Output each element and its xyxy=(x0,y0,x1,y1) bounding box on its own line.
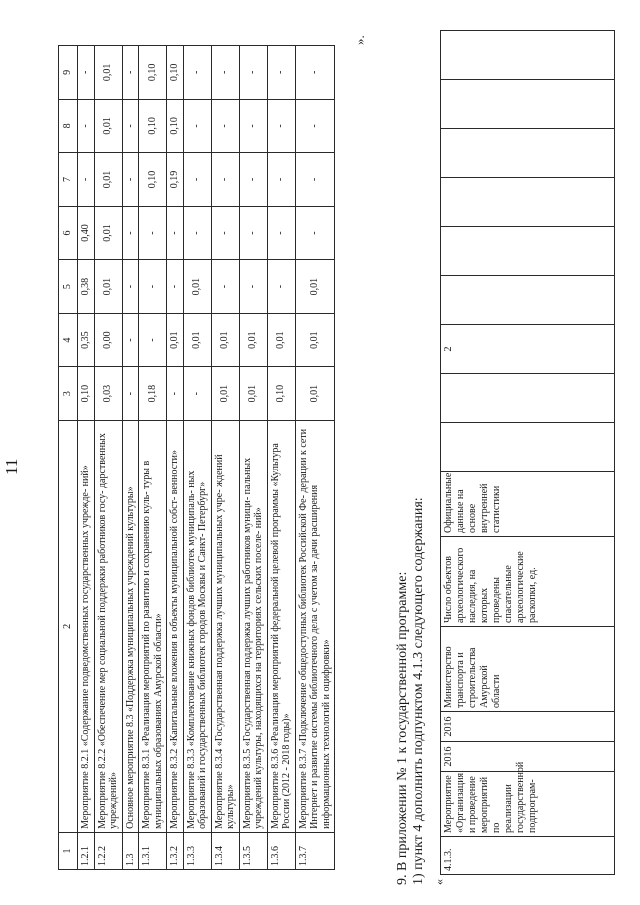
table-row xyxy=(295,46,335,870)
row-value: 0,10 xyxy=(267,367,295,421)
row-description: Мероприятие 8.3.5 «Государственная поддержка лучших работников муници- пальных учреждений культуры, находящихся на территориях сельских поселе- ний» xyxy=(239,420,267,832)
row-value: - xyxy=(78,99,95,153)
row-value: - xyxy=(139,206,167,260)
row-value: - xyxy=(167,367,184,421)
addendum-value xyxy=(441,423,615,472)
row-value: - xyxy=(267,260,295,314)
row-value: 0,35 xyxy=(78,313,95,367)
section-subheading: 1) пункт 4 дополнить подпунктом 4.1.3 следующего содержания: xyxy=(411,497,426,885)
row-value: 0,10 xyxy=(139,153,167,207)
indicators-table xyxy=(58,45,335,870)
row-value: 0,10 xyxy=(167,99,184,153)
row-code: 1.3 xyxy=(122,832,139,869)
row-value: - xyxy=(122,153,139,207)
addendum-indicator: Число объектов археологического наследия, на которых проведены спасательные археологические раскопки, ед. xyxy=(441,537,615,627)
table-row xyxy=(183,46,211,870)
row-value: - xyxy=(267,206,295,260)
row-value: - xyxy=(295,99,335,153)
row-value: 0,03 xyxy=(94,367,122,421)
row-value: 0,40 xyxy=(78,206,95,260)
row-value: 0,10 xyxy=(167,46,184,100)
row-value: 0,01 xyxy=(267,313,295,367)
table-row xyxy=(122,46,139,870)
row-value: - xyxy=(239,206,267,260)
row-value: 0,01 xyxy=(94,99,122,153)
row-value: - xyxy=(167,206,184,260)
row-description: Мероприятие 8.3.6 «Реализация мероприятий федеральной целевой программы «Культура России (2012 - 2018 годы)» xyxy=(267,420,295,832)
row-code: 1.3.5 xyxy=(239,832,267,869)
addendum-value xyxy=(441,374,615,423)
row-code: 1.2.2 xyxy=(94,832,122,869)
column-header: 2 xyxy=(59,420,78,832)
row-value: - xyxy=(211,46,239,100)
page-number: 11 xyxy=(2,458,21,475)
column-header: 8 xyxy=(59,99,78,153)
row-value: - xyxy=(78,153,95,207)
row-value: - xyxy=(295,206,335,260)
row-description: Мероприятие 8.3.3 «Комплектование книжных фондов библиотек муниципаль- ных образований и государственных библиотек городов Москвы и Санкт- Петербург» xyxy=(183,420,211,832)
row-code: 1.3.2 xyxy=(167,832,184,869)
row-value: - xyxy=(183,46,211,100)
table-header-row xyxy=(59,46,78,870)
row-value: - xyxy=(122,99,139,153)
row-value: - xyxy=(139,313,167,367)
row-value: - xyxy=(122,46,139,100)
row-value: 0,19 xyxy=(167,153,184,207)
row-description: Основное мероприятие 8.3 «Поддержка муниципальных учреждений культуры» xyxy=(122,420,139,832)
table-row xyxy=(267,46,295,870)
row-value: - xyxy=(239,46,267,100)
opening-quote: « xyxy=(432,879,446,885)
row-code: 1.3.4 xyxy=(211,832,239,869)
row-description: Мероприятие 8.3.4 «Государственная поддержка лучших муниципальных учре- ждений культуры» xyxy=(211,420,239,832)
column-header: 5 xyxy=(59,260,78,314)
row-value: 0,01 xyxy=(239,367,267,421)
row-value: 0,01 xyxy=(94,46,122,100)
addendum-value xyxy=(441,178,615,227)
row-code: 1.3.3 xyxy=(183,832,211,869)
row-code: 1.3.1 xyxy=(139,832,167,869)
row-value: - xyxy=(183,99,211,153)
row-value: - xyxy=(122,313,139,367)
addendum-year-start: 2016 xyxy=(441,742,615,772)
column-header: 1 xyxy=(59,832,78,869)
row-value: 0,18 xyxy=(139,367,167,421)
row-value: - xyxy=(239,99,267,153)
row-value: - xyxy=(78,46,95,100)
addendum-value xyxy=(441,227,615,276)
row-value: - xyxy=(211,206,239,260)
row-value: 0,01 xyxy=(167,313,184,367)
column-header: 3 xyxy=(59,367,78,421)
addendum-value xyxy=(441,80,615,129)
row-value: 0,01 xyxy=(295,313,335,367)
addendum-row xyxy=(441,31,615,875)
row-value: - xyxy=(267,99,295,153)
row-value: - xyxy=(295,46,335,100)
table-row xyxy=(239,46,267,870)
addendum-executor: Министерство транспорта и строительства Амурской области xyxy=(441,627,615,712)
row-value: 0,01 xyxy=(211,313,239,367)
row-value: - xyxy=(211,99,239,153)
row-value: - xyxy=(122,367,139,421)
row-value: 0,10 xyxy=(78,367,95,421)
row-value: - xyxy=(122,206,139,260)
row-value: 0,00 xyxy=(94,313,122,367)
row-description: Мероприятие 8.2.1 «Содержание подведомственных государственных учрежде- ний» xyxy=(78,420,95,832)
row-value: - xyxy=(211,260,239,314)
row-value: 0,01 xyxy=(295,367,335,421)
table-row xyxy=(139,46,167,870)
row-value: - xyxy=(211,153,239,207)
row-value: 0,10 xyxy=(139,99,167,153)
row-value: 0,01 xyxy=(183,260,211,314)
table-row xyxy=(78,46,95,870)
row-value: 0,01 xyxy=(94,260,122,314)
addendum-value xyxy=(441,276,615,325)
row-code: 1.2.1 xyxy=(78,832,95,869)
row-value: - xyxy=(122,260,139,314)
row-value: 0,01 xyxy=(295,260,335,314)
column-header: 9 xyxy=(59,46,78,100)
row-description: Мероприятие 8.3.2 «Капитальные вложения в объекты муниципальной собст- венности» xyxy=(167,420,184,832)
column-header: 7 xyxy=(59,153,78,207)
table-row xyxy=(211,46,239,870)
addendum-name: Мероприятие «Организация и проведение мероприятий по реализации государственной подпрограм- xyxy=(441,772,615,837)
addendum-source: Официальные данные на основе внутренней статистики xyxy=(441,472,615,537)
row-description: Мероприятие 8.2.2 «Обеспечение мер социальной поддержки работников госу- дарственных учреждений» xyxy=(94,420,122,832)
row-value: - xyxy=(239,260,267,314)
column-header: 4 xyxy=(59,313,78,367)
row-description: Мероприятие 8.3.1 «Реализация мероприятий по развитию и сохранению куль- туры в муниципальных образованиях Амурской области» xyxy=(139,420,167,832)
row-value: - xyxy=(183,206,211,260)
addendum-value xyxy=(441,31,615,80)
addendum-year-end: 2016 xyxy=(441,712,615,742)
column-header: 6 xyxy=(59,206,78,260)
addendum-value xyxy=(441,129,615,178)
row-value: - xyxy=(267,46,295,100)
row-value: 0,01 xyxy=(183,313,211,367)
row-value: - xyxy=(183,367,211,421)
table-row xyxy=(94,46,122,870)
row-value: - xyxy=(139,260,167,314)
table-row xyxy=(167,46,184,870)
row-value: - xyxy=(295,153,335,207)
row-value: 0,38 xyxy=(78,260,95,314)
row-value: 0,01 xyxy=(211,367,239,421)
row-value: 0,01 xyxy=(94,153,122,207)
addendum-code: 4.1.3. xyxy=(441,837,615,875)
row-code: 1.3.7 xyxy=(295,832,335,869)
row-value: - xyxy=(267,153,295,207)
section-heading: 9. В приложении № 1 к государственной программе: xyxy=(395,571,410,885)
row-value: 0,01 xyxy=(239,313,267,367)
addendum-value: 2 xyxy=(441,325,615,374)
row-value: 0,01 xyxy=(94,206,122,260)
row-value: - xyxy=(167,260,184,314)
row-value: 0,10 xyxy=(139,46,167,100)
row-value: - xyxy=(239,153,267,207)
addendum-table xyxy=(440,30,615,875)
row-value: - xyxy=(183,153,211,207)
row-code: 1.3.6 xyxy=(267,832,295,869)
closing-quote: ». xyxy=(352,35,367,45)
row-description: Мероприятие 8.3.7 «Подключение общедоступных библиотек Российской Фе- дерации к сети Интернет и развитие системы библиотечного дела с учетом за- дачи расширения информационных технологий и оцифровки» xyxy=(295,420,335,832)
